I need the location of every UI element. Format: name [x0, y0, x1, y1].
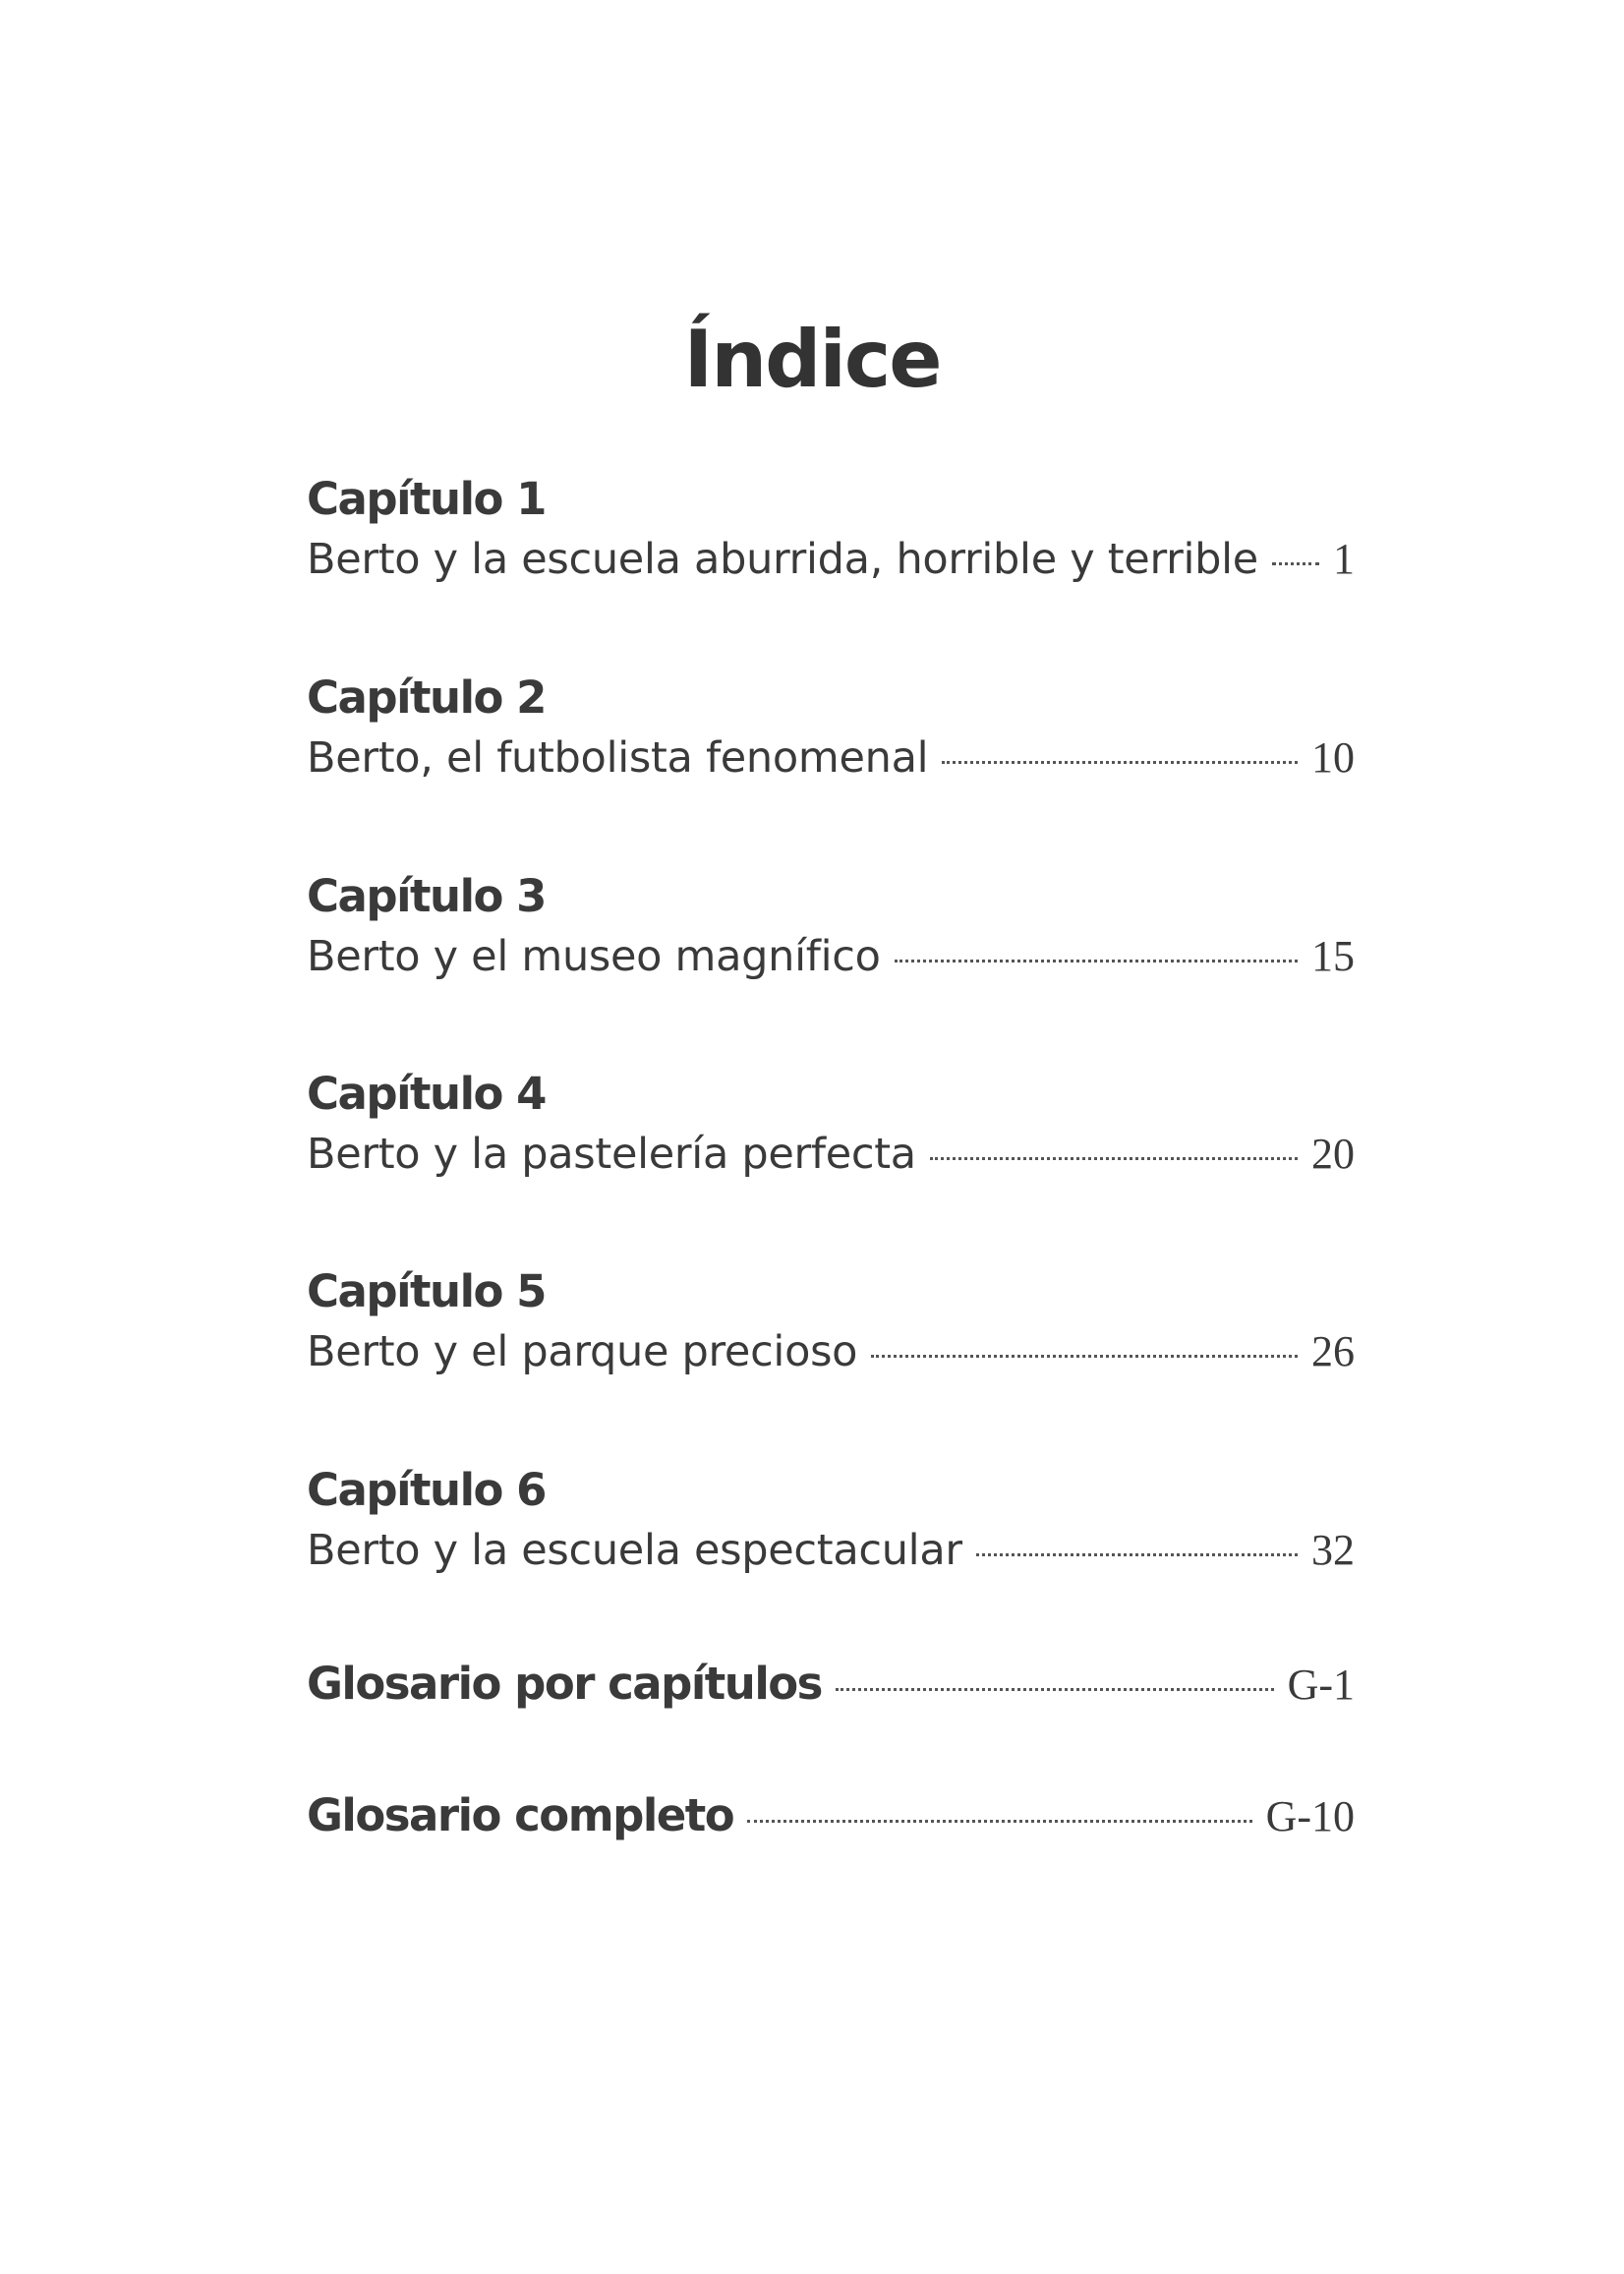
page-title: Índice	[683, 314, 941, 405]
dot-leader	[976, 1553, 1298, 1556]
dot-leader	[871, 1355, 1298, 1358]
chapter-title: Berto y el parque precioso	[307, 1327, 858, 1376]
dot-leader	[930, 1157, 1298, 1160]
chapter-heading: Capítulo 6	[307, 1464, 546, 1516]
glossary-title: Glosario por capítulos	[307, 1658, 822, 1710]
toc-chapter-4	[307, 1065, 1355, 1185]
chapter-heading: Capítulo 5	[307, 1265, 546, 1317]
dot-leader	[747, 1820, 1251, 1823]
toc-row[interactable]	[307, 1520, 1355, 1581]
page-number: 32	[1311, 1526, 1355, 1574]
dot-leader	[1272, 562, 1319, 565]
toc-chapter-1	[307, 470, 1355, 590]
toc-row[interactable]	[307, 529, 1355, 590]
chapter-title: Berto y el museo magnífico	[307, 932, 881, 981]
chapter-title: Berto, el futbolista fenomenal	[307, 733, 929, 783]
chapter-title: Berto y la escuela espectacular	[307, 1526, 962, 1575]
toc-glossary-by-chapter	[307, 1654, 1355, 1715]
page-number: G-1	[1287, 1661, 1355, 1709]
page-number: G-10	[1265, 1792, 1355, 1840]
chapter-heading: Capítulo 1	[307, 473, 546, 525]
chapter-heading: Capítulo 3	[307, 870, 546, 922]
toc-glossary-complete	[307, 1785, 1355, 1846]
toc-chapter-6	[307, 1461, 1355, 1581]
page-number: 15	[1311, 932, 1355, 980]
dot-leader	[836, 1688, 1274, 1691]
chapter-title: Berto y la pastelería perfecta	[307, 1130, 916, 1179]
page-number: 26	[1311, 1327, 1355, 1375]
toc-row[interactable]	[307, 728, 1355, 788]
toc-row[interactable]	[307, 1785, 1355, 1846]
chapter-heading: Capítulo 2	[307, 671, 546, 724]
dot-leader	[942, 761, 1298, 764]
chapter-title: Berto y la escuela aburrida, horrible y terrible	[307, 535, 1258, 584]
toc-row[interactable]	[307, 1124, 1355, 1185]
glossary-title: Glosario completo	[307, 1789, 734, 1841]
toc-chapter-2	[307, 669, 1355, 788]
page-number: 20	[1311, 1130, 1355, 1178]
dot-leader	[895, 960, 1298, 962]
page-number: 1	[1333, 535, 1355, 583]
toc-row[interactable]	[307, 926, 1355, 987]
page-number: 10	[1311, 733, 1355, 782]
chapter-heading: Capítulo 4	[307, 1068, 546, 1120]
toc-chapter-3	[307, 867, 1355, 987]
toc-row[interactable]	[307, 1654, 1355, 1715]
toc-row[interactable]	[307, 1321, 1355, 1382]
toc-chapter-5	[307, 1262, 1355, 1382]
